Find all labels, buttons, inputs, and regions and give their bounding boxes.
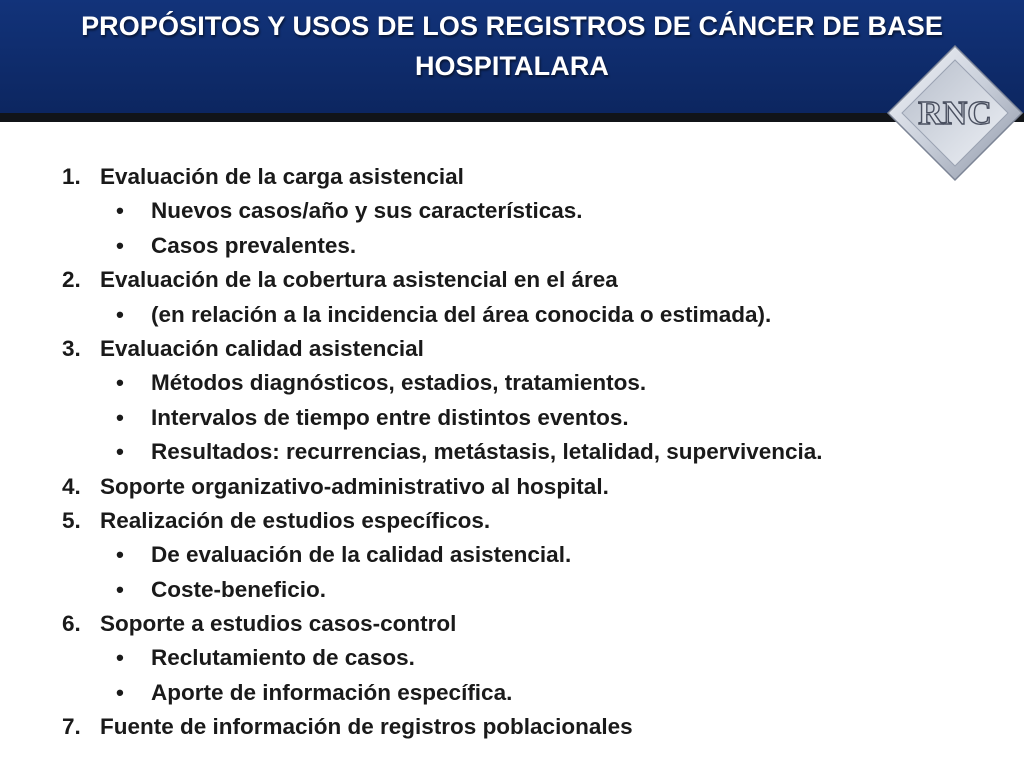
sub-list-item: [58, 435, 958, 469]
item-number: 2.: [62, 267, 81, 293]
bullet-icon: •: [116, 370, 124, 396]
bullet-icon: •: [116, 301, 124, 327]
sub-list-item: [58, 676, 958, 710]
bullet-icon: •: [116, 232, 124, 258]
sub-item-text: Intervalos de tiempo entre distintos eventos.: [151, 404, 629, 430]
bullet-icon: •: [116, 576, 124, 602]
bullet-icon: •: [116, 439, 124, 465]
sub-item-text: Casos prevalentes.: [151, 232, 357, 258]
item-number: 6.: [62, 611, 81, 637]
sub-item-text: (en relación a la incidencia del área conocida o estimada).: [151, 301, 772, 327]
list-item: [58, 607, 958, 641]
item-number: 1.: [62, 164, 81, 189]
item-text: Evaluación calidad asistencial: [100, 335, 424, 361]
list-item: [58, 504, 958, 538]
sub-list-item: [58, 401, 958, 435]
list-item: [58, 263, 958, 297]
sub-item-text: Aporte de información específica.: [151, 679, 513, 705]
list-item: [58, 710, 958, 744]
list-item: [58, 470, 958, 504]
sub-list-item: [58, 641, 958, 675]
sub-list-item: [58, 573, 958, 607]
slide-title: PROPÓSITOS Y USOS DE LOS REGISTROS DE CÁNCER DE BASE HOSPITALARA: [81, 11, 943, 81]
item-number: 5.: [62, 507, 81, 533]
sub-item-text: Reclutamiento de casos.: [151, 645, 415, 671]
title-bar: [0, 0, 1024, 113]
bullet-icon: •: [116, 679, 124, 705]
item-text: Fuente de información de registros poblacionales: [100, 714, 633, 740]
sub-list-item: [58, 194, 958, 228]
list-item: [58, 160, 958, 194]
header-divider: [0, 113, 1024, 122]
sub-list-item: [58, 538, 958, 572]
sub-item-text: De evaluación de la calidad asistencial.: [151, 542, 572, 568]
item-text: Soporte a estudios casos-control: [100, 611, 457, 637]
purposes-list: [58, 160, 958, 745]
bullet-icon: •: [116, 645, 124, 671]
sub-item-text: Nuevos casos/año y sus características.: [151, 198, 583, 224]
sub-list-item: [58, 298, 958, 332]
sub-list-item: [58, 366, 958, 400]
sub-item-text: Métodos diagnósticos, estadios, tratamientos.: [151, 370, 647, 396]
sub-item-text: Coste-beneficio.: [151, 576, 327, 602]
bullet-icon: •: [116, 198, 124, 224]
item-number: 3.: [62, 335, 81, 361]
sub-item-text: Resultados: recurrencias, metástasis, letalidad, supervivencia.: [151, 439, 823, 465]
bullet-icon: •: [116, 404, 124, 430]
logo-text: RNC: [918, 95, 992, 132]
item-number: 4.: [62, 473, 81, 499]
item-text: Soporte organizativo-administrativo al hospital.: [100, 473, 609, 499]
sub-list-item: [58, 229, 958, 263]
item-text: Evaluación de la cobertura asistencial en el área: [100, 267, 618, 293]
bullet-icon: •: [116, 542, 124, 568]
item-text: Realización de estudios específicos.: [100, 507, 491, 533]
item-number: 7.: [62, 714, 81, 740]
item-text: Evaluación de la carga asistencial: [100, 164, 464, 189]
list-item: [58, 332, 958, 366]
